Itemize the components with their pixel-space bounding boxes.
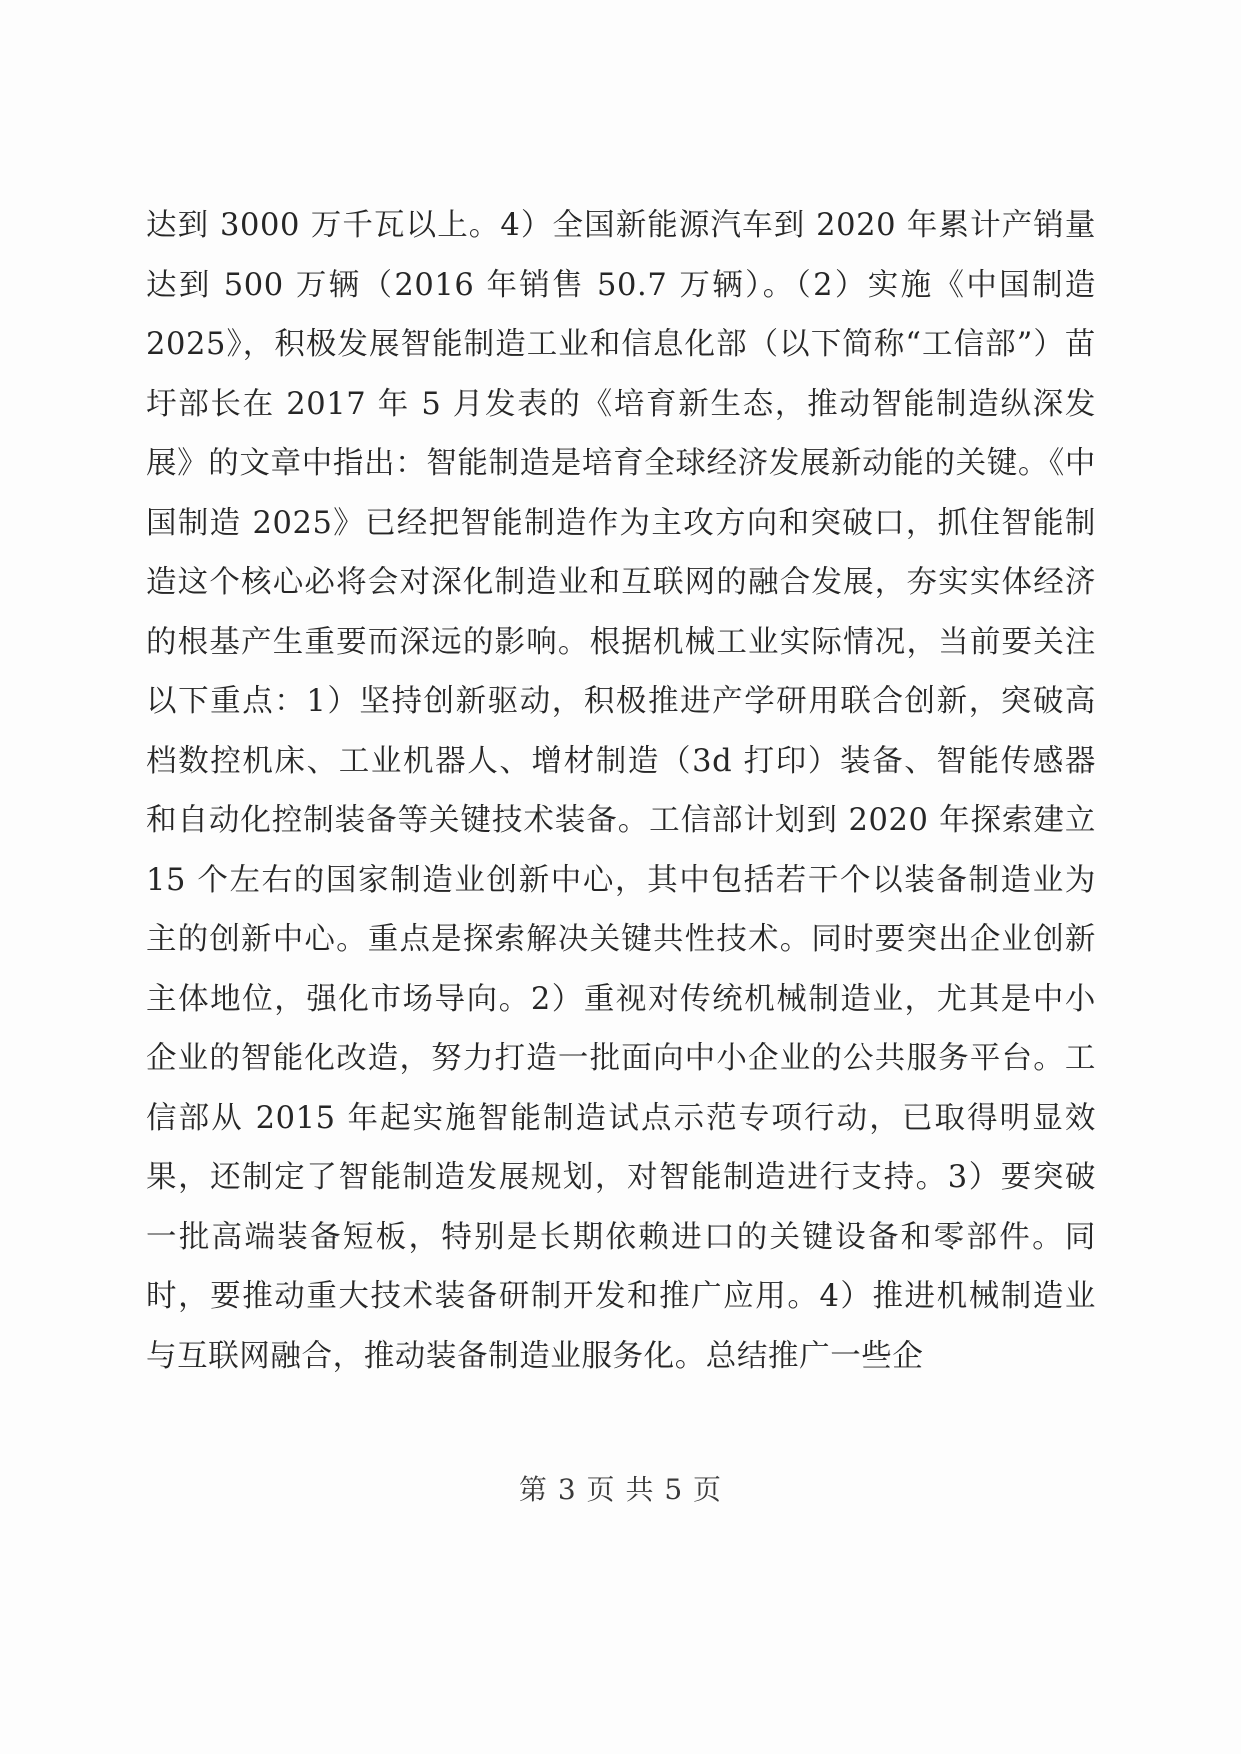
page-body-text (146, 196, 1096, 1386)
page-footer: 第 3 页 共 5 页 (518, 1473, 723, 1506)
paragraph: 达到 3000 万千瓦以上。4）全国新能源汽车到 2020 年累计产销量达到 500 万辆（2016 年销售 50.7 万辆）。（2）实施《中国制造 2025》，积极发展智能制造工业和信息化部（以下简称“工信部”）苗圩部长在 2017 年 5 月发表的《培育新生态，推动智能制造纵深发展》的文章中指出：智能制造是培育全球经济发展新动能的关键。《中国制造 2025》已经把智能制造作为主攻方向和突破口，抓住智能制造这个核心必将会对深化制造业和互联网的融合发展，夯实实体经济的根基产生重要而深远的影响。根据机械工业实际情况，当前要关注以下重点：1）坚持创新驱动，积极推进产学研用联合创新，突破高档数控机床、工业机器人、增材制造（3d 打印）装备、智能传感器和自动化控制装备等关键技术装备。工信部计划到 2020 年探索建立 15 个左右的国家制造业创新中心，其中包括若干个以装备制造业为主的创新中心。重点是探索解决关键共性技术。同时要突出企业创新主体地位，强化市场导向。2）重视对传统机械制造业，尤其是中小企业的智能化改造，努力打造一批面向中小企业的公共服务平台。工信部从 2015 年起实施智能制造试点示范专项行动，已取得明显效果，还制定了智能制造发展规划，对智能制造进行支持。3）要突破一批高端装备短板，特别是长期依赖进口的关键设备和零部件。同时，要推动重大技术装备研制开发和推广应用。4）推进机械制造业与互联网融合，推动装备制造业服务化。总结推广一些企 (146, 208, 1096, 1374)
